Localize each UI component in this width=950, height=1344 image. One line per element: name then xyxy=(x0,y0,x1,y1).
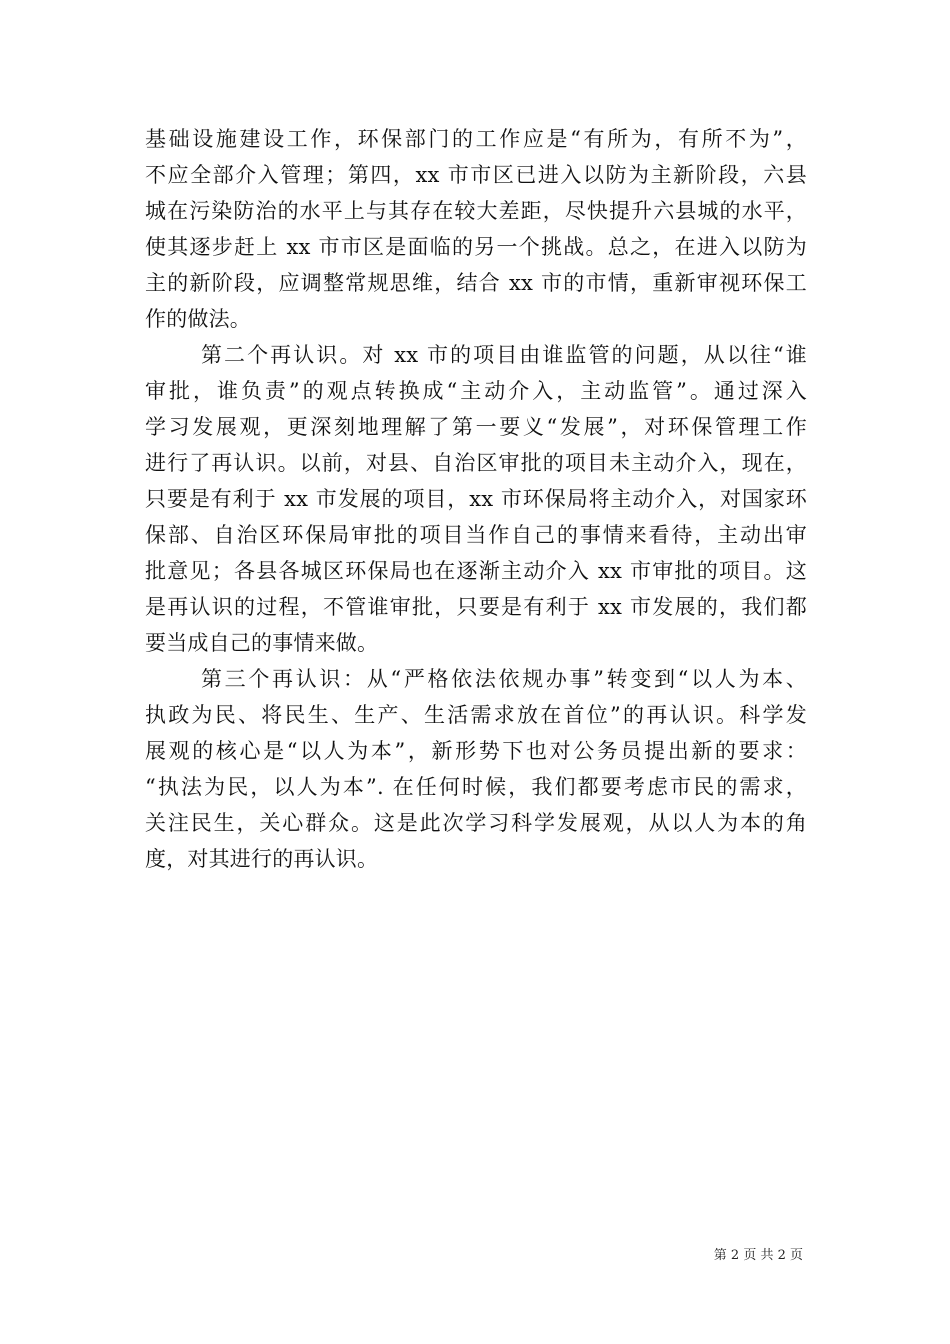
text-line: 主的新阶段，应调整常规思维，结合 xx 市的市情，重新审视环保工 xyxy=(145,271,807,295)
text-line: 度，对其进行的再认识。 xyxy=(145,847,379,871)
text-line: “执法为民，以人为本”. 在任何时候，我们都要考虑市民的需求， xyxy=(145,775,807,799)
paragraph xyxy=(145,337,807,661)
text-line: 审批，谁负责”的观点转换成“主动介入，主动监管”。通过深入 xyxy=(145,379,807,403)
text-line: 学习发展观，更深刻地理解了第一要义“发展”，对环保管理工作 xyxy=(145,415,807,439)
text-line: 不应全部介入管理；第四，xx 市市区已进入以防为主新阶段，六县 xyxy=(145,163,807,187)
text-line: 保部、自治区环保局审批的项目当作自己的事情来看待，主动出审 xyxy=(145,523,807,547)
text-line: 作的做法。 xyxy=(145,307,251,331)
text-line: 要当成自己的事情来做。 xyxy=(145,631,379,655)
text-line: 批意见；各县各城区环保局也在逐渐主动介入 xx 市审批的项目。这 xyxy=(145,559,807,583)
document-body xyxy=(145,121,807,877)
text-line: 展观的核心是“以人为本”，新形势下也对公务员提出新的要求： xyxy=(145,739,807,763)
paragraph xyxy=(145,661,807,877)
paragraph xyxy=(145,121,807,337)
text-line: 第二个再认识。对 xx 市的项目由谁监管的问题，从以往“谁 xyxy=(201,343,807,367)
text-line: 进行了再认识。以前，对县、自治区审批的项目未主动介入，现在， xyxy=(145,451,807,475)
text-line: 城在污染防治的水平上与其存在较大差距，尽快提升六县城的水平， xyxy=(145,199,807,223)
text-line: 基础设施建设工作，环保部门的工作应是“有所为，有所不为”， xyxy=(145,127,807,151)
text-line: 是再认识的过程，不管谁审批，只要是有利于 xx 市发展的，我们都 xyxy=(145,595,807,619)
text-line: 关注民生，关心群众。这是此次学习科学发展观，从以人为本的角 xyxy=(145,811,807,835)
text-line: 执政为民、将民生、生产、生活需求放在首位”的再认识。科学发 xyxy=(145,703,807,727)
page-number-footer: 第 2 页 共 2 页 xyxy=(713,1248,803,1263)
text-line: 使其逐步赶上 xx 市市区是面临的另一个挑战。总之，在进入以防为 xyxy=(145,235,807,259)
text-line: 第三个再认识：从“严格依法依规办事”转变到“以人为本、 xyxy=(201,667,807,691)
text-line: 只要是有利于 xx 市发展的项目，xx 市环保局将主动介入，对国家环 xyxy=(145,487,807,511)
